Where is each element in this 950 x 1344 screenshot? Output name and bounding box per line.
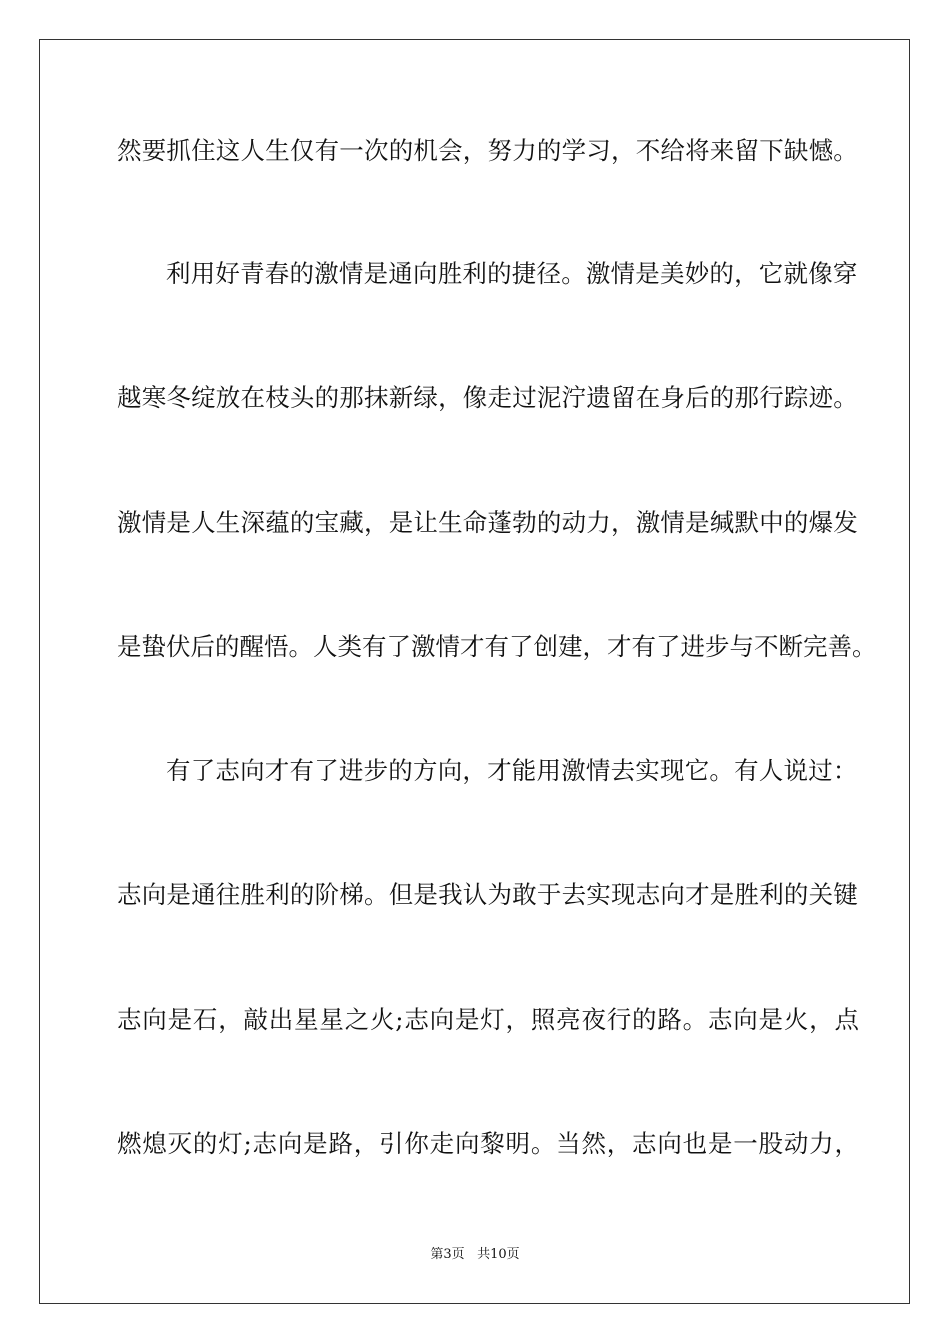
text-line-3: 越寒冬绽放在枝头的那抹新绿，像走过泥泞遗留在身后的那行踪迹。 [117, 383, 858, 412]
text-line-7: 志向是通往胜利的阶梯。但是我认为敢于去实现志向才是胜利的关键 [117, 880, 858, 909]
page-border [39, 39, 910, 1304]
text-line-8: 志向是石，敲出星星之火;志向是灯，照亮夜行的路。志向是火，点 [117, 1005, 860, 1034]
page-footer [0, 1246, 950, 1264]
text-line-4: 激情是人生深蕴的宝藏，是让生命蓬勃的动力，激情是缄默中的爆发 [117, 508, 858, 537]
text-line-6: 有了志向才有了进步的方向，才能用激情去实现它。有人说过： [166, 756, 858, 785]
page-number: 第3页 [430, 1247, 465, 1262]
text-line-9: 燃熄灭的灯;志向是路，引你走向黎明。当然，志向也是一股动力， [117, 1129, 860, 1158]
text-line-2: 利用好青春的激情是通向胜利的捷径。激情是美妙的，它就像穿 [166, 259, 858, 288]
text-line-5: 是蛰伏后的醒悟。人类有了激情才有了创建，才有了进步与不断完善。 [117, 632, 877, 661]
text-line-1: 然要抓住这人生仅有一次的机会，努力的学习，不给将来留下缺憾。 [117, 136, 858, 165]
page-total: 共10页 [477, 1247, 520, 1262]
